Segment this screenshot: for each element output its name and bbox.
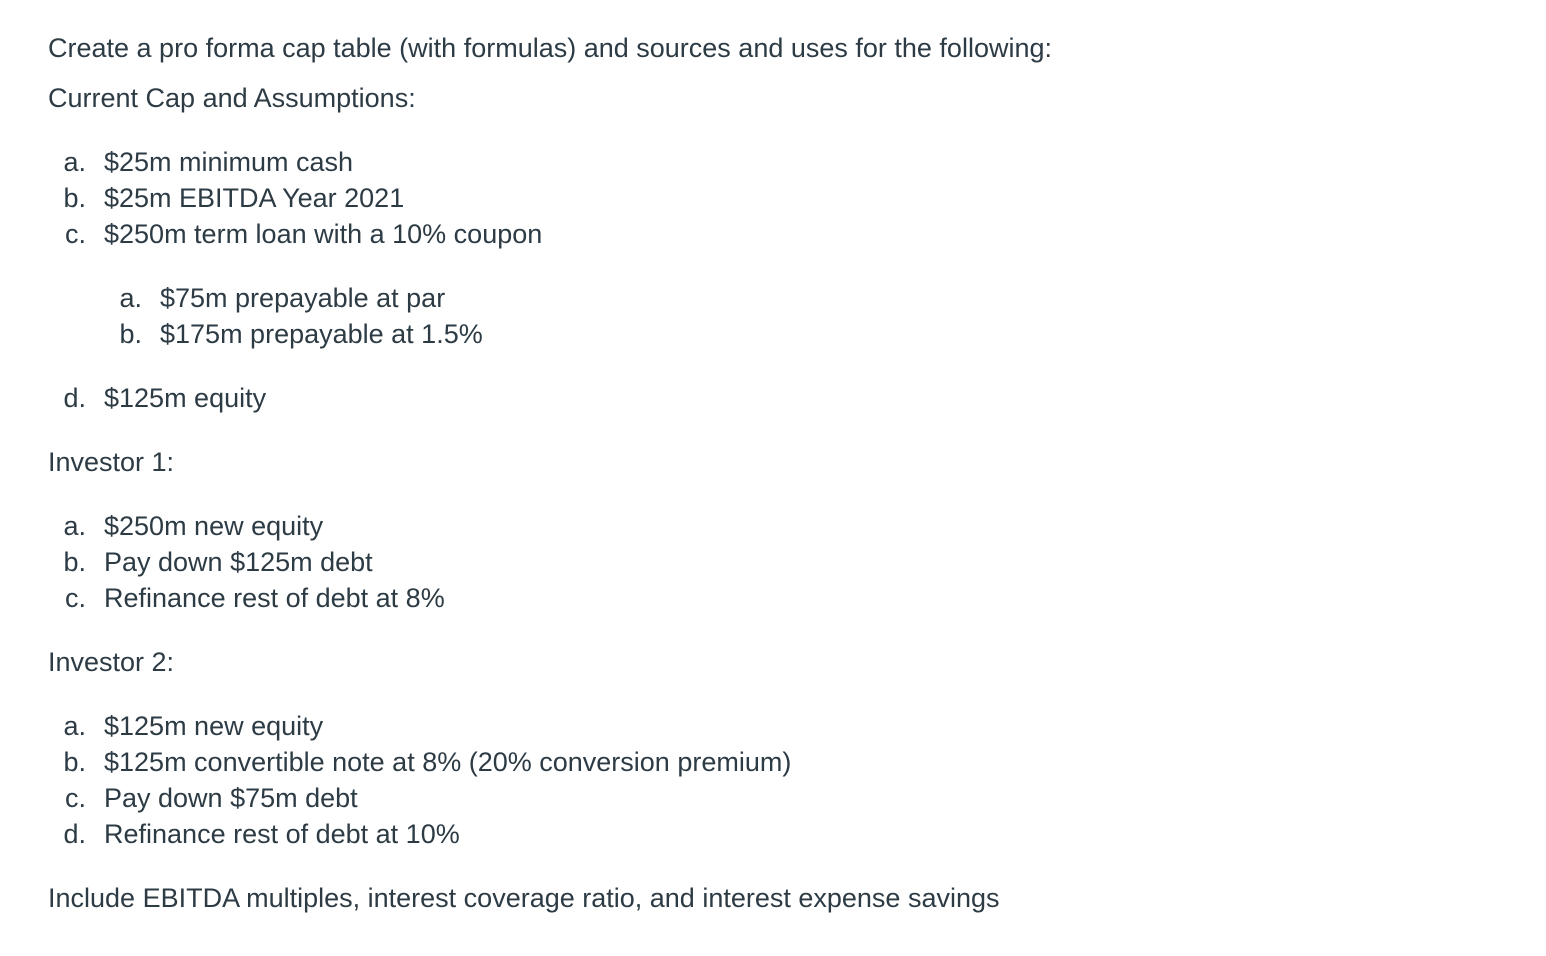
list-item-text: $75m prepayable at par bbox=[160, 283, 446, 313]
list-item-text: $250m new equity bbox=[104, 511, 324, 541]
list-marker: d. bbox=[63, 819, 86, 849]
list-item-text: $250m term loan with a 10% coupon bbox=[104, 219, 543, 249]
list-marker: c. bbox=[64, 219, 86, 249]
list-item bbox=[48, 508, 323, 544]
list-item bbox=[48, 580, 445, 616]
list-marker: a. bbox=[63, 511, 86, 541]
list-item-text: $125m convertible note at 8% (20% conversion premium) bbox=[104, 747, 792, 777]
list-item-text: $25m minimum cash bbox=[104, 147, 354, 177]
list-item-text: Refinance rest of debt at 8% bbox=[104, 583, 445, 613]
list-item bbox=[48, 816, 460, 852]
list-item bbox=[48, 144, 353, 180]
list-marker: a. bbox=[63, 711, 86, 741]
list-marker: c. bbox=[64, 583, 86, 613]
list-marker: b. bbox=[63, 183, 86, 213]
list-marker: a. bbox=[119, 283, 142, 313]
list-item bbox=[48, 708, 323, 744]
list-item-text: Refinance rest of debt at 10% bbox=[104, 819, 460, 849]
investor1-heading: Investor 1: bbox=[48, 447, 175, 477]
list-item bbox=[48, 180, 404, 216]
footer-text: Include EBITDA multiples, interest coverage ratio, and interest expense savings bbox=[48, 883, 1000, 913]
list-item-text: Pay down $125m debt bbox=[104, 547, 373, 577]
list-marker: b. bbox=[119, 319, 142, 349]
list-item-text: $125m equity bbox=[104, 383, 267, 413]
list-item bbox=[48, 544, 373, 580]
investor2-heading: Investor 2: bbox=[48, 647, 175, 677]
list-item-text: $175m prepayable at 1.5% bbox=[160, 319, 483, 349]
list-marker: c. bbox=[64, 783, 86, 813]
list-marker: a. bbox=[63, 147, 86, 177]
list-item-text: Pay down $75m debt bbox=[104, 783, 358, 813]
list-item bbox=[48, 744, 791, 780]
list-item-text: $125m new equity bbox=[104, 711, 324, 741]
sub-list-item bbox=[104, 316, 483, 352]
list-item-text: $25m EBITDA Year 2021 bbox=[104, 183, 405, 213]
current-cap-heading: Current Cap and Assumptions: bbox=[48, 83, 416, 113]
list-marker: d. bbox=[63, 383, 86, 413]
list-item bbox=[48, 780, 358, 816]
list-marker: b. bbox=[63, 547, 86, 577]
list-marker: b. bbox=[63, 747, 86, 777]
list-item bbox=[48, 216, 542, 252]
prompt-text: Create a pro forma cap table (with formulas) and sources and uses for the following: bbox=[48, 33, 1052, 63]
sub-list-item bbox=[104, 280, 445, 316]
list-item bbox=[48, 380, 266, 416]
